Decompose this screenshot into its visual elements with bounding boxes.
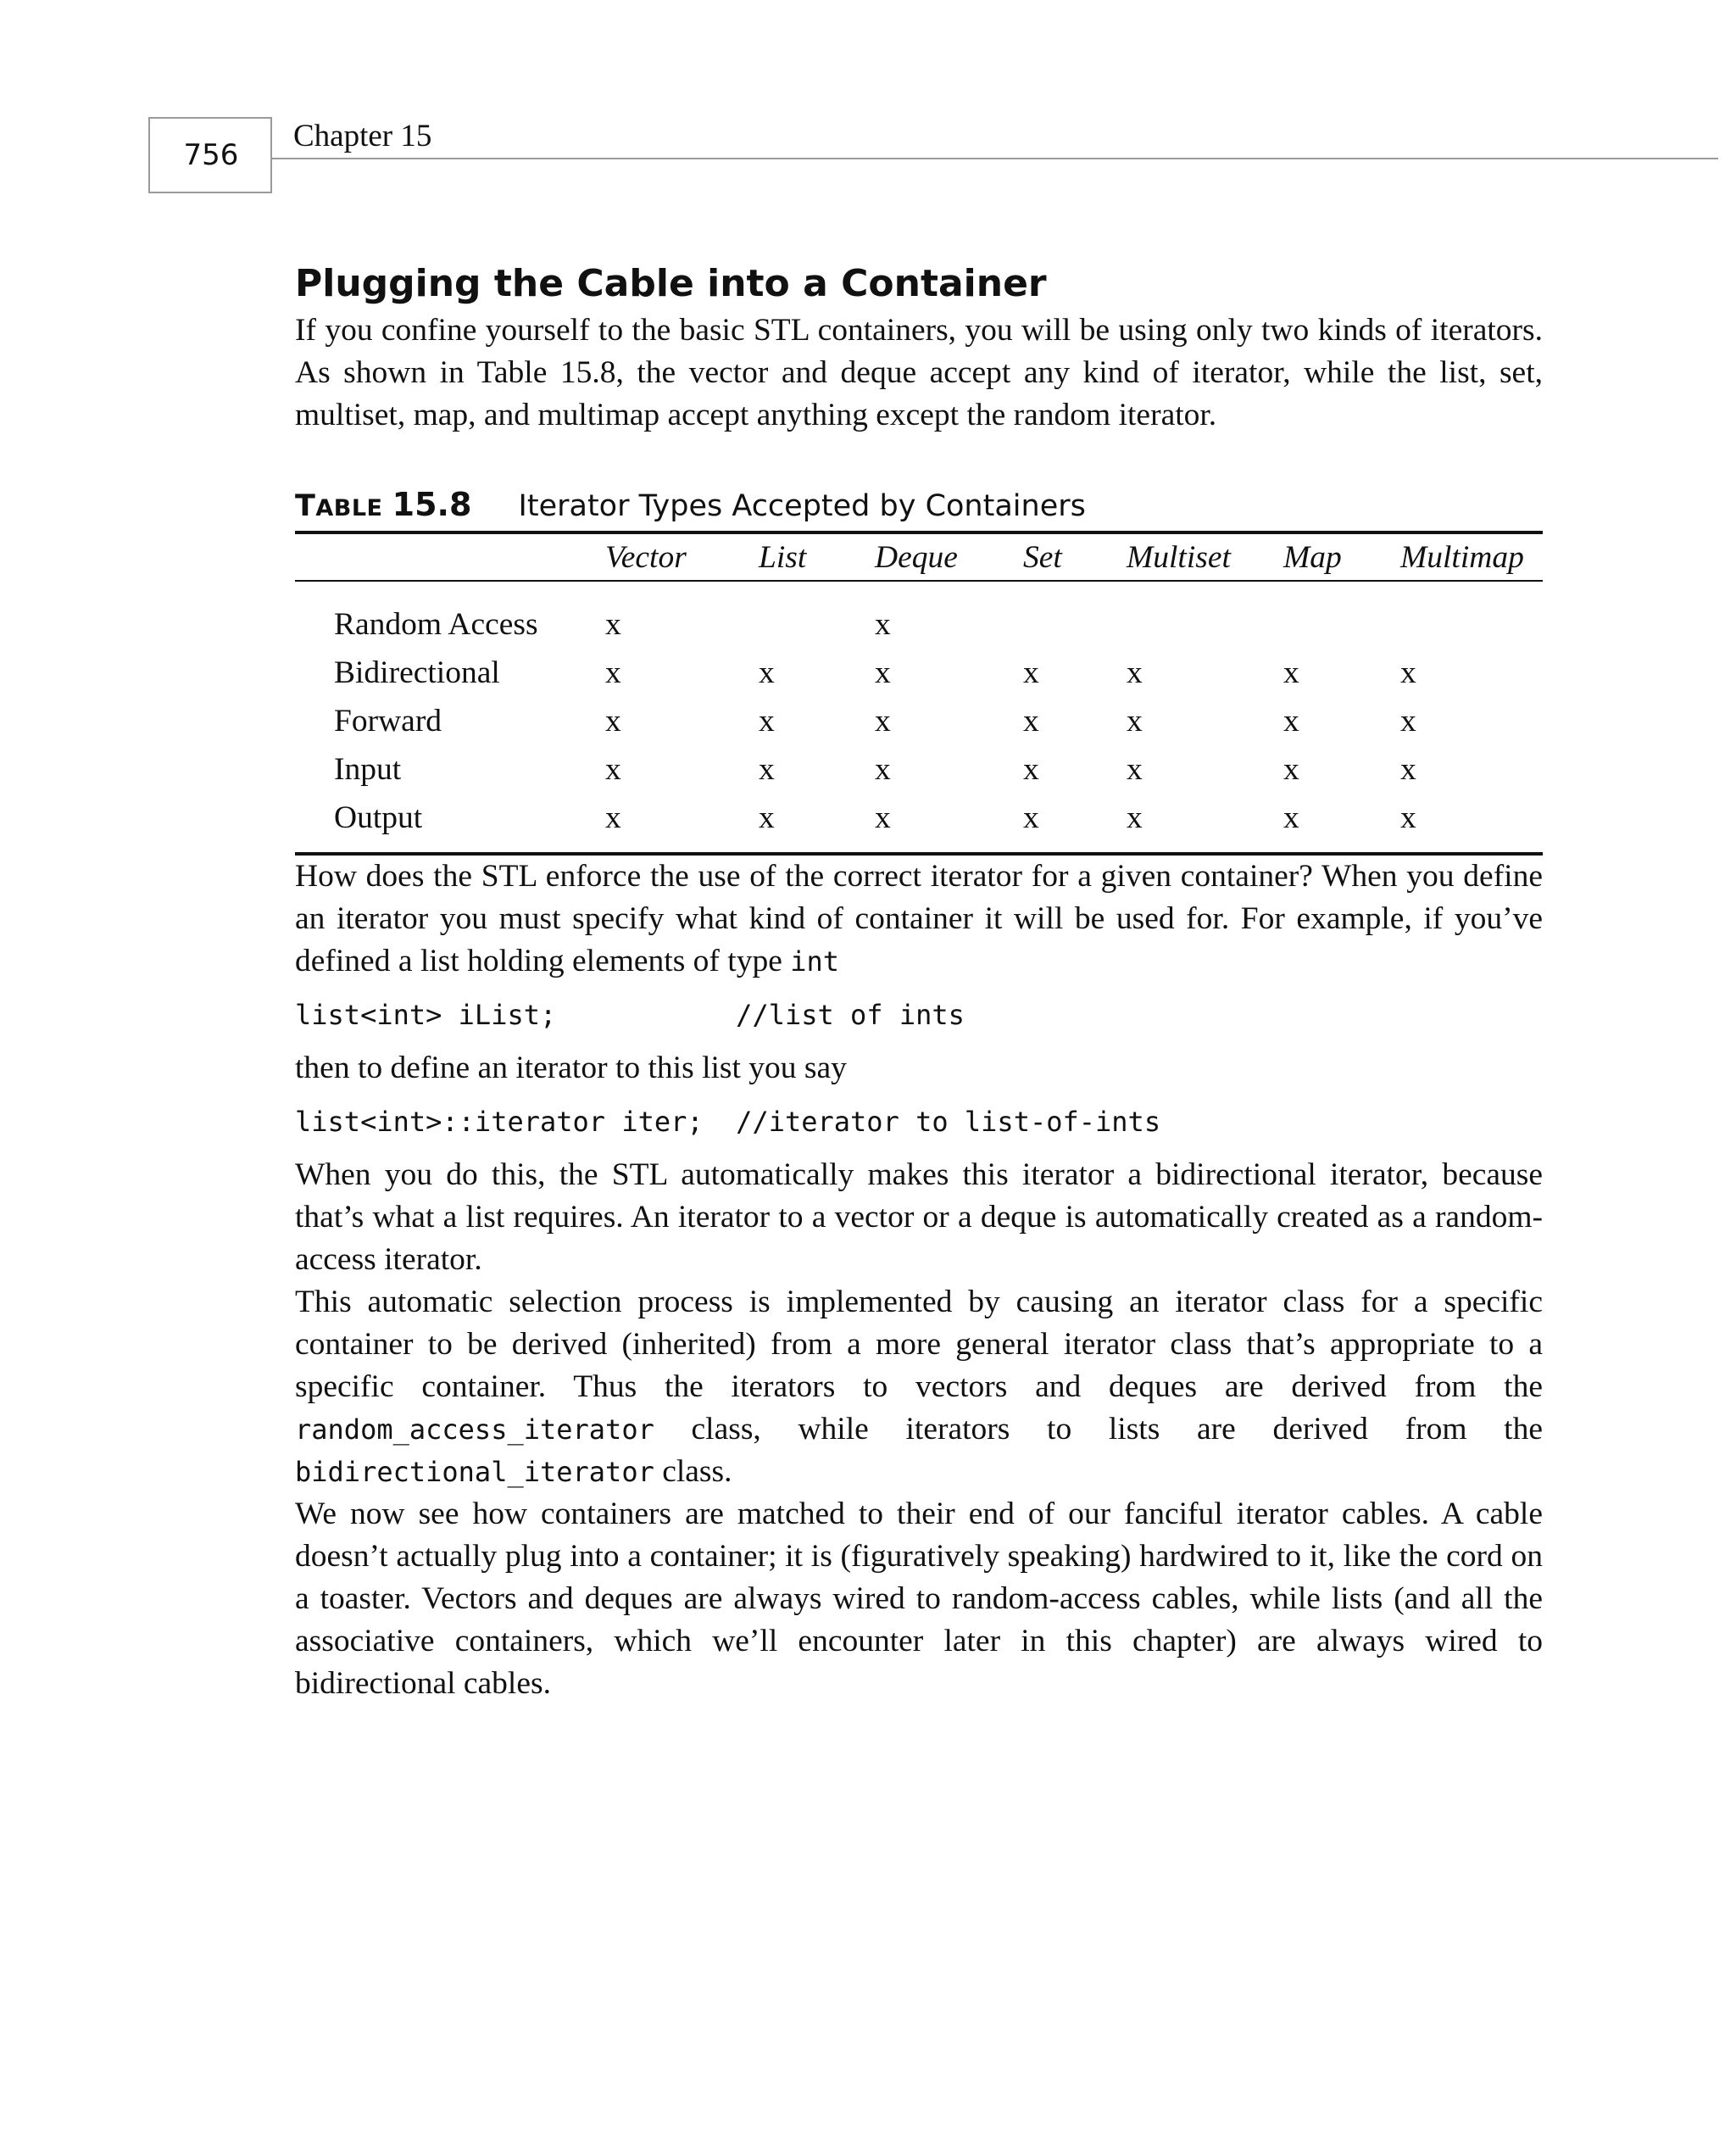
paragraph-selection (295, 1281, 1543, 1493)
column-header: Deque (875, 539, 958, 575)
table-caption-title: Iterator Types Accepted by Containers (518, 489, 1086, 523)
table-row (295, 649, 1543, 697)
iterator-types-table (295, 531, 1543, 856)
table-cell: x (875, 704, 891, 739)
table-cell: x (1127, 704, 1143, 739)
table-caption-label (295, 489, 383, 523)
table-cell: x (875, 607, 891, 642)
table-cell: x (1283, 800, 1299, 835)
table-cell: x (1283, 655, 1299, 690)
page-number (148, 117, 272, 193)
table-cell: x (875, 800, 891, 835)
table-cell: x (1400, 655, 1416, 690)
code-line-iterator-decl: list<int>::iterator iter; //iterator to list-of-ints (295, 1106, 1161, 1138)
table-cell (1400, 581, 1543, 649)
page-content (295, 259, 1543, 1705)
paragraph-bidirectional: When you do this, the STL automatically makes this iterator a bidirectional iterator, because that’s what a list requires. An iterator to a vector or a deque is automatically created as a random-access iterator. (295, 1157, 1543, 1277)
table-cell: x (1400, 800, 1416, 835)
section-heading: Plugging the Cable into a Container (295, 262, 1047, 305)
table-cell: x (605, 800, 621, 835)
table-cell: x (1127, 800, 1143, 835)
table-cell (1127, 581, 1283, 649)
table-cell: x (1127, 752, 1143, 787)
row-label: Input (334, 752, 402, 787)
column-header: Vector (605, 539, 687, 575)
inline-code-random-access-iterator: random_access_iterator (295, 1413, 654, 1446)
table-cell (1023, 581, 1127, 649)
intro-paragraph: If you confine yourself to the basic STL containers, you will be using only two kinds of iterators. As shown in Table 15.8, the vector and deque accept any kind of iterator, while the list, set, multiset, map, and multimap accept anything except the random iterator. (295, 313, 1543, 432)
column-header: Multimap (1400, 539, 1524, 575)
table-cell (759, 581, 875, 649)
paragraph-selection-text-c: class. (654, 1454, 732, 1489)
table-cell: x (1023, 655, 1039, 690)
row-label: Forward (334, 704, 442, 739)
table-caption-number: 15.8 (392, 486, 472, 523)
chapter-label: Chapter 15 (293, 119, 432, 153)
table-cell: x (1400, 752, 1416, 787)
table-cell: x (1023, 704, 1039, 739)
column-header: List (759, 539, 807, 575)
paragraph-then: then to define an iterator to this list you say (295, 1051, 847, 1085)
table-cell: x (1127, 655, 1143, 690)
table-cell: x (759, 655, 775, 690)
table-cell: x (759, 704, 775, 739)
table-cell: x (759, 752, 775, 787)
table-cell: x (605, 607, 621, 642)
inline-code-bidirectional-iterator: bidirectional_iterator (295, 1456, 654, 1488)
table-cell: x (1283, 704, 1299, 739)
paragraph-enforce (295, 856, 1543, 983)
table-row (295, 745, 1543, 794)
table-cell: x (605, 704, 621, 739)
table-caption (295, 483, 1543, 526)
table-cell: x (1023, 800, 1039, 835)
table-cell: x (759, 800, 775, 835)
table-header-row (295, 532, 1543, 581)
code-line-list-decl: list<int> iList; //list of ints (295, 999, 965, 1031)
table-cell (1283, 581, 1400, 649)
inline-code-int: int (790, 945, 840, 978)
table-row (295, 794, 1543, 854)
table-cell: x (875, 655, 891, 690)
table-cell: x (1400, 704, 1416, 739)
paragraph-selection-text-b: class, while iterators to lists are derived from the (654, 1412, 1543, 1446)
table-cell: x (605, 655, 621, 690)
table-cell: x (1023, 752, 1039, 787)
row-label: Output (334, 800, 423, 835)
table-row (295, 581, 1543, 649)
header-rule (272, 158, 1718, 159)
table-caption-label-first: T (295, 489, 316, 523)
row-label: Bidirectional (334, 655, 500, 690)
column-header: Multiset (1127, 539, 1231, 575)
row-label: Random Access (334, 607, 538, 642)
table-cell: x (1283, 752, 1299, 787)
table-cell: x (875, 752, 891, 787)
table-cell: x (605, 752, 621, 787)
table-row (295, 697, 1543, 745)
table-header-empty (295, 532, 605, 581)
column-header: Set (1023, 539, 1062, 575)
paragraph-enforce-text: How does the STL enforce the use of the correct iterator for a given container? When you define an iterator you must specify what kind of container it will be used for. For example, if you’ve defined a list holding elements of type (295, 859, 1543, 978)
table-caption-label-rest: ABLE (315, 495, 383, 521)
column-header: Map (1283, 539, 1342, 575)
paragraph-cables: We now see how containers are matched to their end of our fanciful iterator cables. A cable doesn’t actually plug into a container; it is (figuratively speaking) hardwired to it, like the cord on a toaster. Vectors and deques are always wired to random-access cables, while lists (and all the associative containers, which we’ll encounter later in this chapter) are always wired to bidirectional cables. (295, 1497, 1543, 1701)
page-number-text: 756 (183, 138, 239, 172)
paragraph-selection-text-a: This automatic selection process is implemented by causing an iterator class for a specific container to be derived (inherited) from a more general iterator class that’s appropriate to a specific container. Thus the iterators to vectors and deques are derived from the (295, 1285, 1543, 1404)
